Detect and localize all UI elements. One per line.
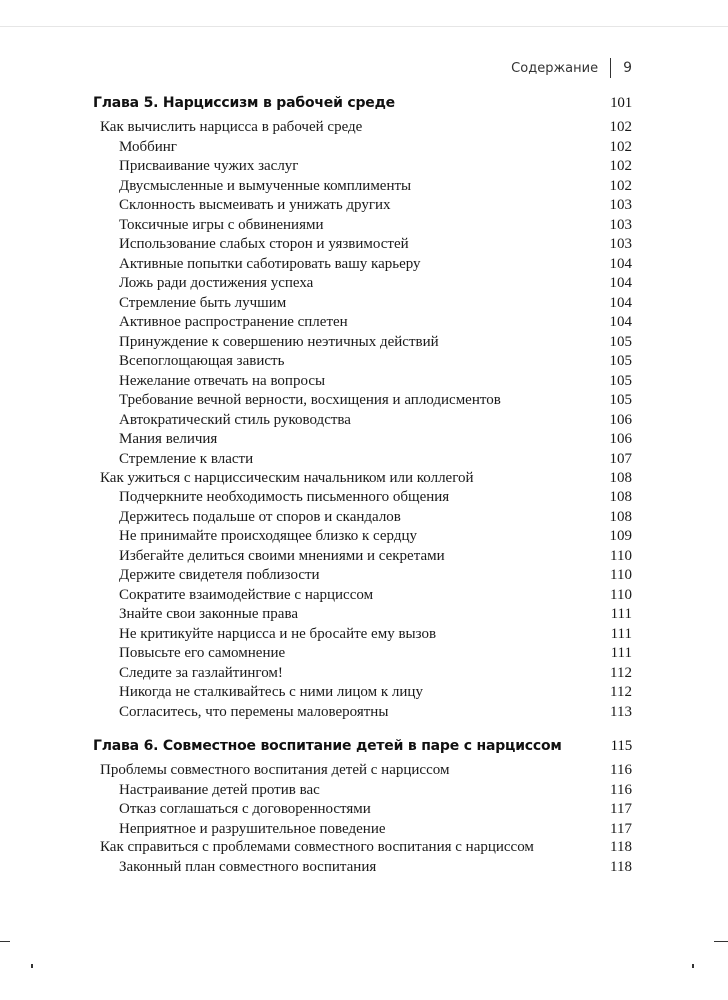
section-entry [0, 837, 728, 857]
entry-title: Стремление к власти [119, 450, 254, 467]
entry-page-number: 111 [610, 625, 632, 642]
entry-title: Активные попытки саботировать вашу карьеру [119, 255, 421, 272]
entry-page-number: 116 [610, 761, 632, 778]
running-header [511, 56, 632, 80]
entry-page-number: 112 [610, 683, 632, 700]
entry-page-number: 101 [610, 94, 632, 111]
entry-page-number: 102 [609, 177, 632, 194]
entry-page-number: 105 [609, 333, 632, 350]
subsection-entry [0, 390, 728, 410]
subsection-entry [0, 234, 728, 254]
entry-title: Сократите взаимодействие с нарциссом [119, 586, 374, 603]
entry-title: Настраивание детей против вас [119, 781, 320, 798]
section-entry [0, 760, 728, 780]
entry-page-number: 104 [609, 313, 632, 330]
entry-page-number: 102 [609, 138, 632, 155]
entry-title: Проблемы совместного воспитания детей с нарциссом [100, 761, 450, 778]
subsection-entry [0, 449, 728, 469]
subsection-entry [0, 156, 728, 176]
entry-title: Требование вечной верности, восхищения и аплодисментов [119, 391, 501, 408]
entry-title: Держитесь подальше от споров и скандалов [119, 508, 401, 525]
subsection-entry [0, 585, 728, 605]
entry-title: Отказ соглашаться с договоренностями [119, 800, 371, 817]
entry-page-number: 108 [609, 469, 632, 486]
subsection-entry [0, 137, 728, 157]
entry-title: Как справиться с проблемами совместного воспитания с нарциссом [100, 838, 534, 855]
entry-page-number: 105 [609, 391, 632, 408]
entry-title: Глава 6. Совместное воспитание детей в паре с нарциссом [93, 738, 562, 754]
chapter-heading [0, 93, 728, 113]
subsection-entry [0, 371, 728, 391]
entry-title: Повысьте его самомнение [119, 644, 286, 661]
registration-dot-left [31, 964, 33, 968]
subsection-entry [0, 546, 728, 566]
entry-page-number: 118 [610, 838, 632, 855]
entry-title: Склонность высмеивать и унижать других [119, 196, 391, 213]
chapter-heading [0, 736, 728, 756]
running-header-section: Содержание [511, 60, 599, 76]
entry-page-number: 102 [609, 118, 632, 135]
entry-title: Согласитесь, что перемены маловероятны [119, 703, 389, 720]
subsection-entry [0, 857, 728, 877]
entry-page-number: 117 [610, 800, 632, 817]
entry-page-number: 110 [610, 586, 632, 603]
entry-page-number: 110 [610, 547, 632, 564]
subsection-entry [0, 410, 728, 430]
entry-page-number: 109 [609, 527, 632, 544]
subsection-entry [0, 351, 728, 371]
subsection-entry [0, 254, 728, 274]
subsection-entry [0, 643, 728, 663]
subsection-entry [0, 663, 728, 683]
entry-page-number: 106 [609, 411, 632, 428]
entry-page-number: 107 [609, 450, 632, 467]
entry-title: Стремление быть лучшим [119, 294, 287, 311]
entry-page-number: 115 [610, 737, 632, 754]
entry-title: Как ужиться с нарциссическим начальником или коллегой [100, 469, 474, 486]
subsection-entry [0, 565, 728, 585]
running-header-page-number: 9 [623, 60, 632, 76]
entry-page-number: 116 [610, 781, 632, 798]
entry-title: Избегайте делиться своими мнениями и секретами [119, 547, 445, 564]
entry-title: Мания величия [119, 430, 218, 447]
entry-title: Подчеркните необходимость письменного общения [119, 488, 450, 505]
entry-title: Не критикуйте нарцисса и не бросайте ему вызов [119, 625, 437, 642]
entry-title: Никогда не сталкивайтесь с ними лицом к лицу [119, 683, 423, 700]
entry-page-number: 104 [609, 294, 632, 311]
entry-title: Держите свидетеля поблизости [119, 566, 320, 583]
subsection-entry [0, 702, 728, 722]
section-entry [0, 468, 728, 488]
subsection-entry [0, 273, 728, 293]
entry-title: Глава 5. Нарциссизм в рабочей среде [93, 95, 395, 111]
entry-page-number: 117 [610, 820, 632, 837]
entry-page-number: 105 [609, 352, 632, 369]
subsection-entry [0, 487, 728, 507]
entry-title: Принуждение к совершению неэтичных действий [119, 333, 439, 350]
entry-title: Использование слабых сторон и уязвимостей [119, 235, 409, 252]
crop-mark-right [714, 941, 728, 942]
entry-title: Токсичные игры с обвинениями [119, 216, 324, 233]
entry-page-number: 106 [609, 430, 632, 447]
entry-title: Присваивание чужих заслуг [119, 157, 299, 174]
entry-title: Моббинг [119, 138, 177, 155]
page-top-edge [0, 26, 728, 27]
entry-title: Как вычислить нарцисса в рабочей среде [100, 118, 363, 135]
entry-page-number: 103 [609, 235, 632, 252]
entry-title: Неприятное и разрушительное поведение [119, 820, 386, 837]
entry-page-number: 112 [610, 664, 632, 681]
entry-page-number: 105 [609, 372, 632, 389]
subsection-entry [0, 799, 728, 819]
subsection-entry [0, 429, 728, 449]
entry-page-number: 104 [609, 274, 632, 291]
entry-title: Всепоглощающая зависть [119, 352, 285, 369]
entry-page-number: 108 [609, 508, 632, 525]
subsection-entry [0, 215, 728, 235]
registration-dot-right [692, 964, 694, 968]
subsection-entry [0, 293, 728, 313]
entry-title: Законный план совместного воспитания [119, 858, 377, 875]
subsection-entry [0, 507, 728, 527]
entry-page-number: 103 [609, 216, 632, 233]
entry-title: Активное распространение сплетен [119, 313, 348, 330]
subsection-entry [0, 819, 728, 839]
entry-page-number: 111 [610, 644, 632, 661]
subsection-entry [0, 176, 728, 196]
entry-title: Следите за газлайтингом! [119, 664, 283, 681]
entry-page-number: 118 [610, 858, 632, 875]
entry-page-number: 102 [609, 157, 632, 174]
entry-page-number: 111 [610, 605, 632, 622]
entry-title: Знайте свои законные права [119, 605, 298, 622]
entry-page-number: 104 [609, 255, 632, 272]
entry-page-number: 103 [609, 196, 632, 213]
entry-title: Двусмысленные и вымученные комплименты [119, 177, 412, 194]
header-separator [610, 58, 611, 78]
subsection-entry [0, 624, 728, 644]
subsection-entry [0, 604, 728, 624]
entry-title: Ложь ради достижения успеха [119, 274, 314, 291]
entry-page-number: 110 [610, 566, 632, 583]
subsection-entry [0, 780, 728, 800]
section-entry [0, 117, 728, 137]
entry-page-number: 113 [610, 703, 632, 720]
subsection-entry [0, 682, 728, 702]
subsection-entry [0, 526, 728, 546]
entry-title: Нежелание отвечать на вопросы [119, 372, 326, 389]
crop-mark-left [0, 941, 10, 942]
entry-page-number: 108 [609, 488, 632, 505]
subsection-entry [0, 195, 728, 215]
subsection-entry [0, 332, 728, 352]
entry-title: Не принимайте происходящее близко к сердцу [119, 527, 418, 544]
subsection-entry [0, 312, 728, 332]
entry-title: Автократический стиль руководства [119, 411, 351, 428]
